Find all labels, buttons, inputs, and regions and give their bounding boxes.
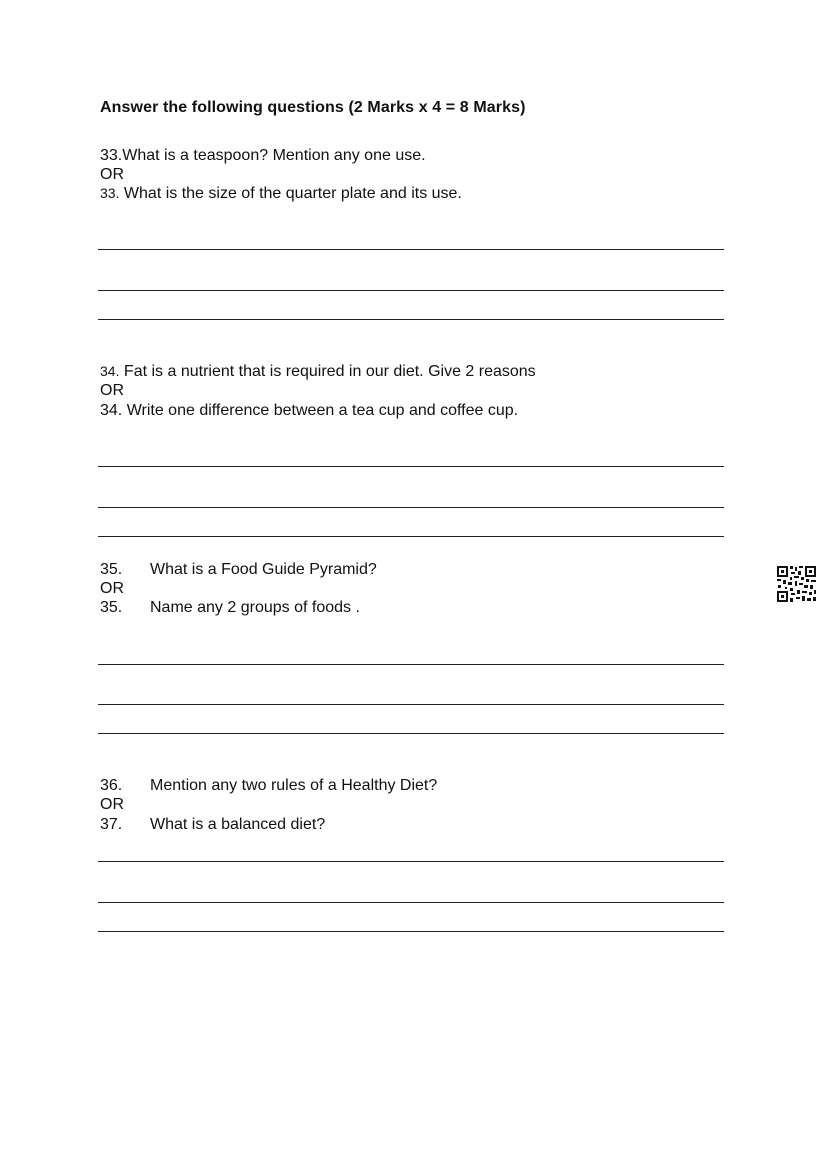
question-number: 34. [100, 402, 123, 419]
qr-code-icon [776, 565, 817, 603]
or-label: OR [100, 796, 124, 813]
answer-line [98, 290, 724, 291]
question-34-a [100, 363, 536, 381]
question-text: Mention any two rules of a Healthy Diet? [150, 777, 438, 794]
question-33-a [100, 147, 426, 165]
question-text: What is a balanced diet? [150, 816, 326, 833]
question-35-a [100, 561, 377, 579]
question-number: 34. [100, 363, 120, 379]
question-35-b [100, 599, 360, 617]
question-number: 33. [100, 147, 123, 164]
answer-line [98, 536, 724, 537]
or-label: OR [100, 580, 124, 597]
or-label: OR [100, 166, 124, 183]
answer-line [98, 507, 724, 508]
answer-line [98, 931, 724, 932]
question-34-b [100, 402, 518, 420]
answer-line [98, 664, 724, 665]
answer-line [98, 466, 724, 467]
question-number: 35. [100, 561, 123, 578]
question-text: What is a teaspoon? Mention any one use. [122, 147, 426, 164]
answer-line [98, 733, 724, 734]
question-36-a [100, 777, 437, 795]
answer-line [98, 249, 724, 250]
question-text: Fat is a nutrient that is required in our diet. Give 2 reasons [119, 363, 536, 380]
question-number: 37. [100, 816, 123, 833]
question-text: Name any 2 groups of foods . [150, 599, 360, 616]
answer-line [98, 704, 724, 705]
question-number: 35. [100, 599, 123, 616]
question-text: What is a Food Guide Pyramid? [150, 561, 377, 578]
question-33-b [100, 185, 462, 203]
answer-line [98, 902, 724, 903]
question-37-b [100, 816, 325, 834]
question-text: Write one difference between a tea cup and coffee cup. [122, 402, 519, 419]
answer-line [98, 861, 724, 862]
answer-line [98, 319, 724, 320]
question-number: 36. [100, 777, 123, 794]
or-label: OR [100, 382, 124, 399]
section-heading: Answer the following questions (2 Marks x 4 = 8 Marks) [100, 99, 526, 116]
question-number: 33. [100, 185, 120, 201]
question-text: What is the size of the quarter plate and its use. [119, 185, 462, 202]
